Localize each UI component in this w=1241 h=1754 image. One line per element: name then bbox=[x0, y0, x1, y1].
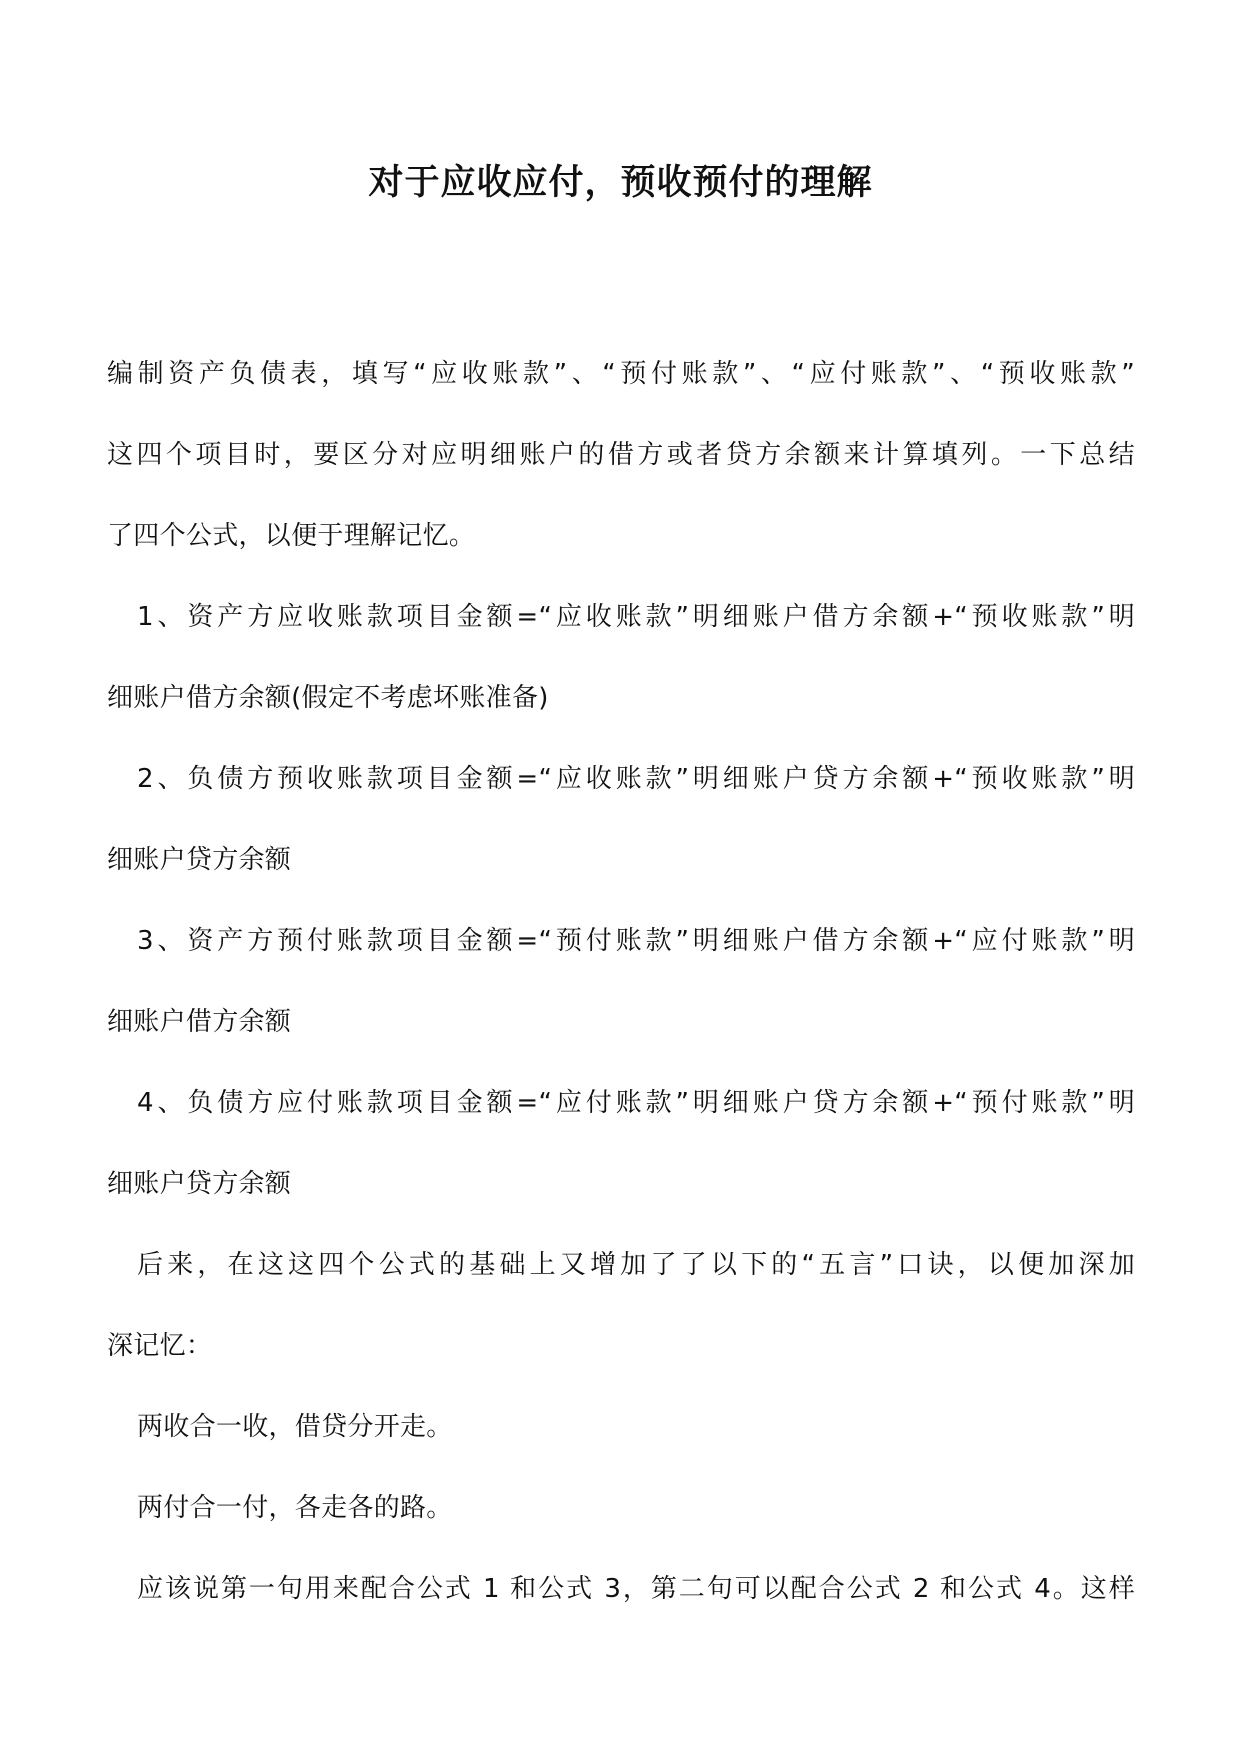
paragraph-line: 后来，在这这四个公式的基础上又增加了了以下的“五言”口诀，以便加深加 bbox=[137, 1250, 1135, 1280]
formula-line: 2、负债方预收账款项目金额=“应收账款”明细账户贷方余额+“预收账款”明 bbox=[137, 764, 1135, 794]
paragraph-line: 深记忆： bbox=[107, 1331, 213, 1361]
formula-line: 细账户贷方余额 bbox=[107, 845, 292, 875]
formula-line: 4、负债方应付账款项目金额=“应付账款”明细账户贷方余额+“预付账款”明 bbox=[137, 1088, 1135, 1118]
paragraph-line: 编制资产负债表，填写“应收账款”、“预付账款”、“应付账款”、“预收账款” bbox=[107, 359, 1135, 389]
formula-line: 细账户贷方余额 bbox=[107, 1169, 292, 1199]
paragraph-line: 这四个项目时，要区分对应明细账户的借方或者贷方余额来计算填列。一下总结 bbox=[107, 440, 1135, 470]
formula-line: 细账户借方余额(假定不考虑坏账准备) bbox=[107, 683, 549, 713]
formula-line: 3、资产方预付账款项目金额=“预付账款”明细账户借方余额+“应付账款”明 bbox=[137, 926, 1135, 956]
document-body bbox=[107, 334, 1135, 1630]
paragraph-line: 了四个公式，以便于理解记忆。 bbox=[107, 521, 476, 551]
formula-line: 1、资产方应收账款项目金额=“应收账款”明细账户借方余额+“预收账款”明 bbox=[137, 602, 1135, 632]
mnemonic-line: 两付合一付，各走各的路。 bbox=[137, 1493, 453, 1523]
document-title: 对于应收应付，预收预付的理解 bbox=[368, 162, 873, 203]
formula-line: 细账户借方余额 bbox=[107, 1007, 292, 1037]
paragraph-line: 应该说第一句用来配合公式 1 和公式 3，第二句可以配合公式 2 和公式 4。这样 bbox=[137, 1574, 1135, 1604]
mnemonic-line: 两收合一收，借贷分开走。 bbox=[137, 1412, 453, 1442]
